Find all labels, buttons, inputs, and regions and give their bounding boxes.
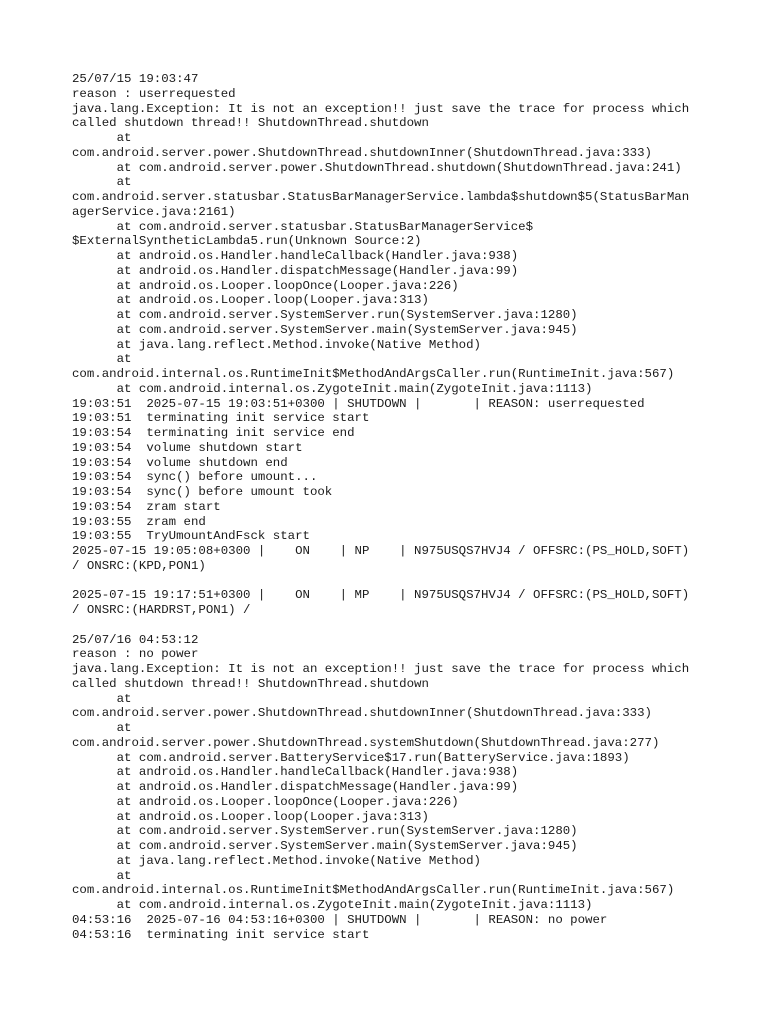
log-line: called shutdown thread!! ShutdownThread.shutdown [72, 116, 429, 131]
log-line: at com.android.server.SystemServer.main(SystemServer.java:945) [72, 839, 578, 853]
log-line: at [72, 175, 132, 190]
log-line: 19:03:54 terminating init service end [72, 426, 355, 440]
log-line: at [72, 131, 132, 145]
log-line: called shutdown thread!! ShutdownThread.shutdown [72, 676, 429, 691]
log-line: at android.os.Handler.handleCallback(Handler.java:938) [72, 765, 519, 780]
log-line: com.android.server.power.ShutdownThread.shutdownInner(ShutdownThread.java:333) [72, 145, 652, 160]
log-line: at android.os.Handler.dispatchMessage(Handler.java:99) [72, 263, 519, 278]
log-line: 19:03:54 zram start [72, 499, 221, 514]
log-line: agerService.java:2161) [72, 204, 236, 219]
log-line: 19:03:54 sync() before umount... [72, 470, 318, 485]
log-line: reason : userrequested [72, 86, 236, 101]
log-line: / ONSRC:(KPD,PON1) [72, 558, 206, 573]
log-line: 2025-07-15 19:05:08+0300 | ON | NP | N975USQS7HVJ4 / OFFSRC:(PS_HOLD,SOFT) [72, 544, 690, 558]
log-line: 19:03:54 sync() before umount took [72, 485, 333, 499]
log-line: com.android.server.statusbar.StatusBarManagerService.lambda$shutdown$5(StatusBarMan [72, 190, 690, 204]
log-line: at com.android.server.SystemServer.run(SystemServer.java:1280) [72, 824, 578, 839]
log-line: 04:53:16 terminating init service start [72, 927, 370, 942]
log-line: 19:03:51 2025-07-15 19:03:51+0300 | SHUTDOWN | | REASON: userrequested [72, 396, 645, 411]
log-line: 2025-07-15 19:17:51+0300 | ON | MP | N975USQS7HVJ4 / OFFSRC:(PS_HOLD,SOFT) [72, 588, 690, 603]
log-line: 19:03:54 volume shutdown start [72, 440, 303, 455]
log-line [72, 574, 712, 589]
log-line: at android.os.Looper.loop(Looper.java:313) [72, 809, 429, 824]
log-line: 19:03:51 terminating init service start [72, 411, 370, 426]
log-line [72, 618, 712, 633]
log-line: at com.android.server.BatteryService$17.run(BatteryService.java:1893) [72, 750, 630, 765]
log-line: at android.os.Looper.loop(Looper.java:313) [72, 293, 429, 308]
log-line: at [72, 868, 132, 883]
log-line: at com.android.internal.os.ZygoteInit.main(ZygoteInit.java:1113) [72, 898, 593, 912]
log-line: 19:03:55 TryUmountAndFsck start [72, 529, 310, 544]
log-line: at android.os.Handler.dispatchMessage(Handler.java:99) [72, 780, 519, 794]
log-line: reason : no power [72, 647, 199, 662]
log-line: at android.os.Looper.loopOnce(Looper.java:226) [72, 278, 459, 293]
log-line: com.android.internal.os.RuntimeInit$MethodAndArgsCaller.run(RuntimeInit.java:567) [72, 367, 675, 381]
log-line: $ExternalSyntheticLambda5.run(Unknown Source:2) [72, 234, 422, 249]
log-line: 25/07/15 19:03:47 [72, 72, 199, 86]
log-line: at com.android.server.power.ShutdownThread.shutdown(ShutdownThread.java:241) [72, 160, 682, 175]
log-line: at java.lang.reflect.Method.invoke(Native Method) [72, 337, 481, 352]
log-line: at android.os.Handler.handleCallback(Handler.java:938) [72, 249, 519, 263]
log-line: com.android.server.power.ShutdownThread.shutdownInner(ShutdownThread.java:333) [72, 706, 652, 721]
log-line: java.lang.Exception: It is not an exception!! just save the trace for process which [72, 662, 690, 676]
log-line: at com.android.internal.os.ZygoteInit.main(ZygoteInit.java:1113) [72, 381, 593, 396]
log-line: com.android.server.power.ShutdownThread.systemShutdown(ShutdownThread.java:277) [72, 735, 660, 750]
log-line: at com.android.server.SystemServer.run(SystemServer.java:1280) [72, 308, 578, 322]
log-line: 04:53:16 2025-07-16 04:53:16+0300 | SHUTDOWN | | REASON: no power [72, 912, 608, 927]
log-line: at [72, 691, 132, 706]
log-line: 19:03:55 zram end [72, 514, 206, 529]
log-line: java.lang.Exception: It is not an exception!! just save the trace for process which [72, 101, 690, 116]
log-line: at java.lang.reflect.Method.invoke(Native Method) [72, 853, 481, 868]
log-line: at [72, 352, 132, 367]
log-line: at com.android.server.statusbar.StatusBarManagerService$ [72, 219, 534, 234]
log-line: com.android.internal.os.RuntimeInit$MethodAndArgsCaller.run(RuntimeInit.java:567) [72, 883, 675, 898]
log-line: at [72, 721, 132, 735]
log-line: 19:03:54 volume shutdown end [72, 455, 288, 470]
log-document [72, 72, 712, 942]
log-line: at com.android.server.SystemServer.main(SystemServer.java:945) [72, 322, 578, 337]
log-line: / ONSRC:(HARDRST,PON1) / [72, 603, 251, 617]
log-line: at android.os.Looper.loopOnce(Looper.java:226) [72, 794, 459, 809]
log-line: 25/07/16 04:53:12 [72, 632, 199, 647]
